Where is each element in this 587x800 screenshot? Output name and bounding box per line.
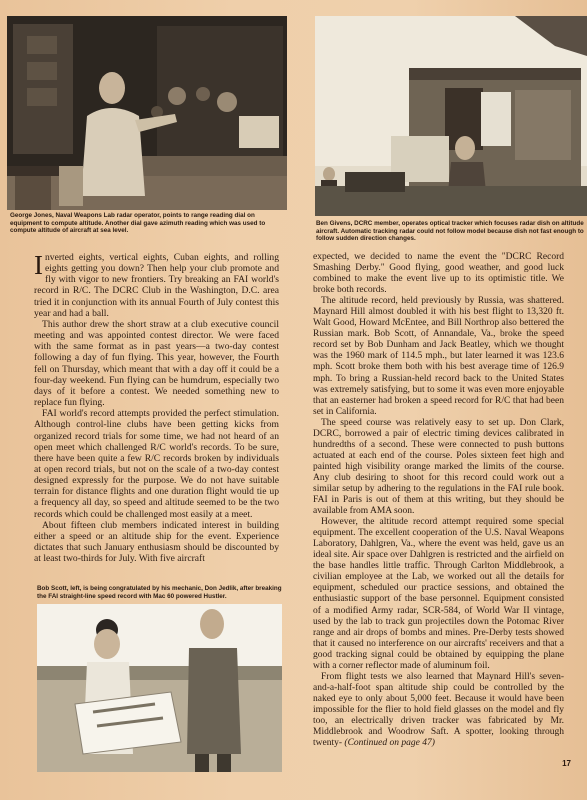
optical-tracker-photo	[315, 16, 587, 216]
col1-paragraph-2: This author drew the short straw at a club executive council meeting and was appointed contest director. We were faced with the same format as in past years—a two-day contest following a day of fun flying. This year, however, the Fourth fell on Thursday, which meant that with a day off it could be a four-day weekend. Fun flying can be humdrum, especially two days of it before a contest. We needed something new to replace fun flying.	[34, 318, 279, 409]
col2-paragraph-3: The speed course was relatively easy to set up. Don Clark, DCRC, borrowed a pair of electric timing devices calibrated in hundredths of a second. These were connected to push buttons actuated at each end of the course. Poles sixteen feet high and painted high visibility orange marked the limits of the course. Any club desiring to shoot for this record could work out a similar setup by adhering to the regulations in the FAI rule book. FAI in Paris is out of them at this writing, but they should be available from AMA soon.	[313, 417, 564, 517]
speed-record-photo	[37, 604, 282, 772]
col2-paragraph-4: However, the altitude record attempt required some special equipment. The excellent cooperation of the U.S. Naval Weapons Laboratory, Dahlgren, Va., where the event was held, gave us an ideal site. Air space over Dahlgren is restricted and the airfield on the base handles little traffic. Through Carlton Middlebrook, a civilian employee at the Lab, we worked out all the details for equipment, scheduled our practice sessions, and obtained the enthusiastic support of the base personnel. Equipment consisted of a modified Army radar, SCR-584, of World War II vintage, used by the lab to track gun projectiles down the Potomac River range and air drops of bombs and mines. Pre-Derby tests showed that it caused no interference on our aircrafts' receivers and that a good tracking signal could be obtained by equipping the plane with a corner reflector made of aluminum foil.	[313, 517, 564, 671]
col2-paragraph-2: The altitude record, held previously by Russia, was shattered. Maynard Hill almost doubled it with his best flight to 13,320 ft. Walt Good, Howard McEntee, and Bill Northrop also bettered the Russian mark. Bob Scott, of Annandale, Va., broke the speed record set by Bob Dunham and Jack Beatley, which we thought was the 1960 mark of 114.5 mph., but later learned it was 123.6 mph. Scott broke them both with his best average time of 126.9 mph. To bring a Russian-held record back to the United States was extremely satisfying, but to some it was even more enjoyable that an easterner had broken a speed record for R/C that had been set in California.	[313, 296, 564, 417]
col1-paragraph-4: About fifteen club members indicated interest in building either a speed or an altitude ship for the event. Experience dictates that such January enthusiasm should be discounted by at least two-thirds for July. With five aircraft	[34, 519, 279, 565]
article-column-left	[34, 252, 279, 564]
col2-paragraph-1: expected, we decided to name the event the "DCRC Record Smashing Derby." Good flying, good weather, and good luck combined to make the event live up to its optimistic title. We broke both records.	[313, 252, 564, 296]
drop-cap: I	[34, 250, 43, 280]
caption-speed-record: Bob Scott, left, is being congratulated by his mechanic, Don Jedlik, after breaking the FAI straight-line speed record with Mac 60 powered Hustler.	[37, 585, 282, 600]
col1-paragraph-1: Inverted eights, vertical eights, Cuban eights, and rolling eights getting you down? Then help your club promote and fly with vigor to new frontiers. Try breaking an FAI world's record in R/C. The DCRC Club in the Washington, D.C. area tried it in conjunction with its annual Fourth of July contest this year and had a ball.	[34, 250, 279, 319]
radar-operator-photo	[7, 16, 287, 210]
col2-paragraph-5: From flight tests we also learned that Maynard Hill's seven-and-a-half-foot span altitude ship could be controlled by the naked eye to only about 5,000 feet. Because it would have been impossible for the flier to hold field glasses on the model and fly too, an electrically driven tracker was fabricated by Mr. Middlebrook and Woodrow Saft. A spotter, looking through twenty- (Continued on page 47)	[313, 671, 564, 749]
caption-radar-operator: George Jones, Naval Weapons Lab radar operator, points to range reading dial on equipment to compute altitude. Another dial gave azimuth reading which was used to compute altitude of aircraft at sea level.	[10, 212, 266, 235]
continued-reference: (Continued on page 47)	[344, 738, 435, 749]
article-column-right	[313, 252, 564, 749]
page-number: 17	[562, 759, 571, 768]
col1-paragraph-3: FAI world's record attempts provided the perfect stimulation. Although control-line clubs have been getting kicks from organized record trials for some time, we had not heard of an open meet which challenged R/C world's records. To be sure, there have been quite a few R/C records broken by individuals at open record trials, but not on the scale of a two-day contest designed expressly for the purpose. We do not have suitable terrain for distance flights and one duration flight would tie up a frequency all day, so speed and altitude seemed to be the two records which could be challenged most easily at a meet.	[34, 408, 279, 520]
caption-optical-tracker: Ben Givens, DCRC member, operates optical tracker which focuses radar dish on altitude aircraft. Automatic tracking radar could not follow model because dish not fast enough to follow sudden direction changes.	[316, 220, 584, 243]
